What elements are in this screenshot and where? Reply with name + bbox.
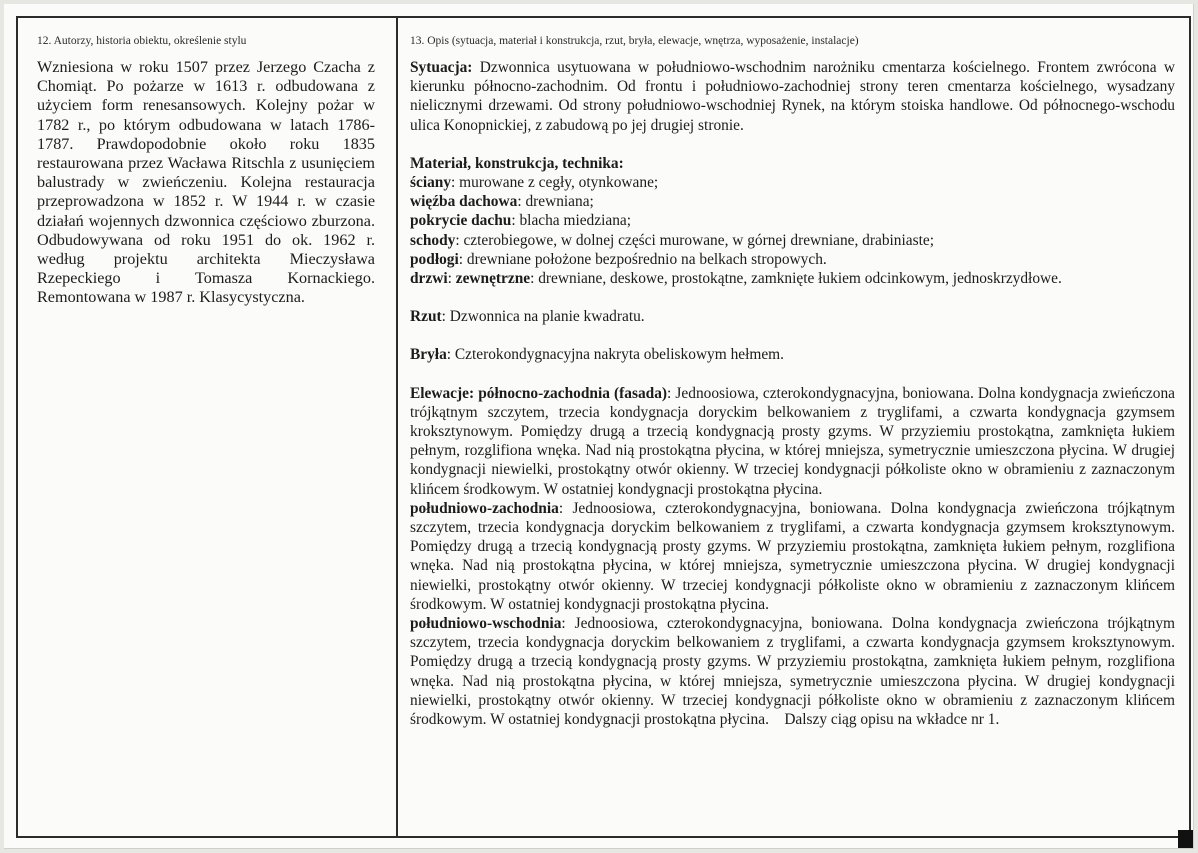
situation-paragraph: Sytuacja: Dzwonnica usytuowana w południowo-wschodnim narożniku cmentarza kościelnego. Frontem zwrócona w kierunku północno-zachodnim. Od frontu i południowo-zachodniej strony teren cmentarza kościelnego, wysadzany nielicznymi drzewami. Od strony południowo-wschodniej Rynek, na którym stoiska handlowe. Od północnego-wschodu ulica Konopnickiej, z zabudową po jej drugiej stronie. <box>410 59 1175 134</box>
material-item-roofing: pokrycie dachu: blacha miedziana; <box>410 212 631 230</box>
situation-label: Sytuacja <box>410 59 468 76</box>
elevation-label: północno-zachodnia (fasada) <box>478 384 668 402</box>
material-value: drewniane, deskowe, prostokątne, zamknięte łukiem odcinkowym, jednoskrzydłowe. <box>538 270 1062 288</box>
material-label: podłogi <box>410 250 459 268</box>
material-heading: Materiał, konstrukcja, technika <box>410 154 619 172</box>
massing-text: Czterokondygnacyjna nakryta obeliskowym hełmem. <box>454 346 784 364</box>
material-value: drewniane położone bezpośrednio na belkach stropowych. <box>466 250 827 268</box>
history-heading: 12. Autorzy, historia obiektu, określenie stylu <box>37 35 247 47</box>
elevation-text: Jednoosiowa, czterokondygnacyjna, boniowana. Dolna kondygnacja zwieńczona trójkątnym szczytem, trzecia kondygnacja doryckim belkowaniem z tryglifami, a czwarta kondygnacja gzymsem kroksztynowym. Pomiędzy drugą a trzecią kondygnacją prosty gzyms. W przyziemiu prostokątna, zamknięta łukiem pełnym, rozglifiona wnęka. Nad nią prostokątna płycina, w której mniejsza, symetrycznie umieszczona płycina. W drugiej kondygnacji niewielki, prostokątny otwór okienny. W trzeciej kondygnacji półkoliste okno w obramieniu z zaznaczonym klińcem środkowym. W ostatniej kondygnacji prostokątna płycina. <box>410 384 1175 498</box>
material-heading-line: Materiał, konstrukcja, technika: <box>410 154 624 172</box>
elevations-label: Elewacje <box>410 384 469 402</box>
material-label: pokrycie dachu <box>410 212 512 230</box>
material-value: blacha miedziana; <box>519 212 631 230</box>
continuation-note: Dalszy ciąg opisu na wkładce nr 1. <box>784 711 1000 729</box>
material-label: więźba dachowa <box>410 193 518 211</box>
elevation-text: Jednoosiowa, czterokondygnacyjna, boniowana. Dolna kondygnacja zwieńczona trójkątnym szczytem, trzecia kondygnacja doryckim belkowaniem z tryglifami, a czwarta kondygnacja gzymsem kroksztynowym. Pomiędzy drugą a trzecią kondygnacją prosty gzyms. W przyziemiu prostokątna, zamknięta łukiem pełnym, rozglifiona wnęka. Nad nią prostokątna płycina, w której mniejsza, symetrycznie umieszczona płycina. W drugiej kondygnacji niewielki, prostokątny otwór okienny. W trzeciej kondygnacji półkoliste okno w obramieniu z zaznaczonym klińcem środkowym. W ostatniej kondygnacji prostokątna płycina. <box>410 499 1176 613</box>
situation-text: Dzwonnica usytuowana w południowo-wschodnim narożniku cmentarza kościelnego. Frontem zwrócona w kierunku północno-zachodnim. Od frontu i południowo-zachodniej strony teren cmentarza kościelnego, wysadzany nielicznymi drzewami. Od strony południowo-wschodniej Rynek, na którym stoiska handlowe. Od północnego-wschodu ulica Konopnickiej, z zabudową po jej drugiej stronie. <box>410 59 1175 134</box>
material-value: czterobiegowe, w dolnej części murowane, w górnej drewniane, drabiniaste; <box>463 231 934 249</box>
elevation-se-paragraph: południowo-wschodnia: Jednoosiowa, czterokondygnacyjna, boniowana. Dolna kondygnacja zwieńczona trójkątnym szczytem, trzecia kondygnacja doryckim belkowaniem z tryglifami, a czwarta kondygnacja gzymsem kroksztynowym. Pomiędzy drugą a trzecią kondygnacją prosty gzyms. W przyziemiu prostokątna, zamknięta łukiem pełnym, rozglifiona wnęka. Nad nią prostokątna płycina, w której mniejsza, symetrycznie umieszczona płycina. W drugiej kondygnacji niewielki, prostokątny otwór okienny. W trzeciej kondygnacji półkoliste okno w obramieniu z zaznaczonym klińcem środkowym. W ostatniej kondygnacji prostokątna płycina. Dalszy ciąg opisu na wkładce nr 1. <box>410 615 1175 729</box>
plan-paragraph: Rzut: Dzwonnica na planie kwadratu. <box>410 308 645 326</box>
elevation-label: południowo-wschodnia <box>410 615 562 633</box>
corner-mark <box>1178 830 1193 848</box>
elevation-text: Jednoosiowa, czterokondygnacyjna, boniowana. Dolna kondygnacja zwieńczona trójkątnym szczytem, trzecia kondygnacja doryckim belkowaniem z tryglifami, a czwarta kondygnacja gzymsem kroksztynowym. Pomiędzy drugą a trzecią kondygnacją prosty gzyms. W przyziemiu prostokątna, zamknięta łukiem pełnym, rozglifiona wnęka. Nad nią prostokątna płycina, w której mniejsza, symetrycznie umieszczona płycina. W drugiej kondygnacji niewielki, prostokątny otwór okienny. W trzeciej kondygnacji półkoliste okno w obramieniu z zaznaczonym klińcem środkowym. W ostatniej kondygnacji prostokątna płycina. <box>410 615 1175 729</box>
material-value: drewniana; <box>525 193 594 211</box>
material-value: murowane z cegły, otynkowane; <box>459 174 659 192</box>
material-item-stairs: schody: czterobiegowe, w dolnej części murowane, w górnej drewniane, drabiniaste; <box>410 231 934 249</box>
material-item-floors: podłogi: drewniane położone bezpośrednio na belkach stropowych. <box>410 250 827 268</box>
description-section <box>410 34 1175 729</box>
plan-label: Rzut <box>410 308 442 326</box>
column-divider <box>396 16 398 838</box>
material-item-truss: więźba dachowa: drewniana; <box>410 193 594 211</box>
material-label: ściany <box>410 174 452 192</box>
history-section <box>37 34 375 308</box>
material-label-secondary: zewnętrzne <box>455 270 531 288</box>
elevation-sw-paragraph: południowo-zachodnia: Jednoosiowa, czterokondygnacyjna, boniowana. Dolna kondygnacja zwieńczona trójkątnym szczytem, trzecia kondygnacja doryckim belkowaniem z tryglifami, a czwarta kondygnacja gzymsem kroksztynowym. Pomiędzy drugą a trzecią kondygnacją prosty gzyms. W przyziemiu prostokątna, zamknięta łukiem pełnym, rozglifiona wnęka. Nad nią prostokątna płycina, w której mniejsza, symetrycznie umieszczona płycina. W drugiej kondygnacji niewielki, prostokątny otwór okienny. W trzeciej kondygnacji półkoliste okno w obramieniu z zaznaczonym klińcem środkowym. W ostatniej kondygnacji prostokątna płycina. <box>410 499 1176 613</box>
plan-text: Dzwonnica na planie kwadratu. <box>449 308 645 326</box>
massing-paragraph: Bryła: Czterokondygnacyjna nakryta obeliskowym hełmem. <box>410 346 784 364</box>
elevation-label: południowo-zachodnia <box>410 499 559 517</box>
massing-label: Bryła <box>410 346 447 364</box>
description-heading: 13. Opis (sytuacja, materiał i konstrukcja, rzut, bryła, elewacje, wnętrza, wyposażenie, instalacje) <box>410 35 859 47</box>
history-text: Wzniesiona w roku 1507 przez Jerzego Czacha z Chomiąt. Po pożarze w 1613 r. odbudowana z użyciem form renesansowych. Kolejny pożar w 1782 r., po którym odbudowana w latach 1786-1787. Prawdopodobnie około roku 1835 restaurowana przez Wacława Ritschla z usunięciem balustrady w zwieńczeniu. Kolejna restauracja przeprowadzona w 1852 r. W 1944 r. w czasie działań wojennych dzwonnica częściowo zburzona. Odbudowywana od roku 1951 do ok. 1962 r. według projektu architekta Mieczysława Rzepeckiego i Tomasza Kornackiego. Remontowana w 1987 r. Klasycystyczna. <box>37 58 375 307</box>
material-item-doors: drzwi: zewnętrzne: drewniane, deskowe, prostokątne, zamknięte łukiem odcinkowym, jednoskrzydłowe. <box>410 270 1062 288</box>
material-item-walls: ściany: murowane z cegły, otynkowane; <box>410 174 659 192</box>
material-label: schody <box>410 231 456 249</box>
material-label: drzwi <box>410 270 448 288</box>
elevation-nw-paragraph: Elewacje: północno-zachodnia (fasada): Jednoosiowa, czterokondygnacyjna, boniowana. Dolna kondygnacja zwieńczona trójkątnym szczytem, trzecia kondygnacja doryckim belkowaniem z tryglifami, a czwarta kondygnacja gzymsem kroksztynowym. Pomiędzy drugą a trzecią kondygnacją prosty gzyms. W przyziemiu prostokątna, zamknięta łukiem pełnym, rozglifiona wnęka. Nad nią prostokątna płycina, w której mniejsza, symetrycznie umieszczona płycina. W drugiej kondygnacji niewielki, prostokątny otwór okienny. W trzeciej kondygnacji półkoliste okno w obramieniu z zaznaczonym klińcem środkowym. W ostatniej kondygnacji prostokątna płycina. <box>410 384 1175 498</box>
